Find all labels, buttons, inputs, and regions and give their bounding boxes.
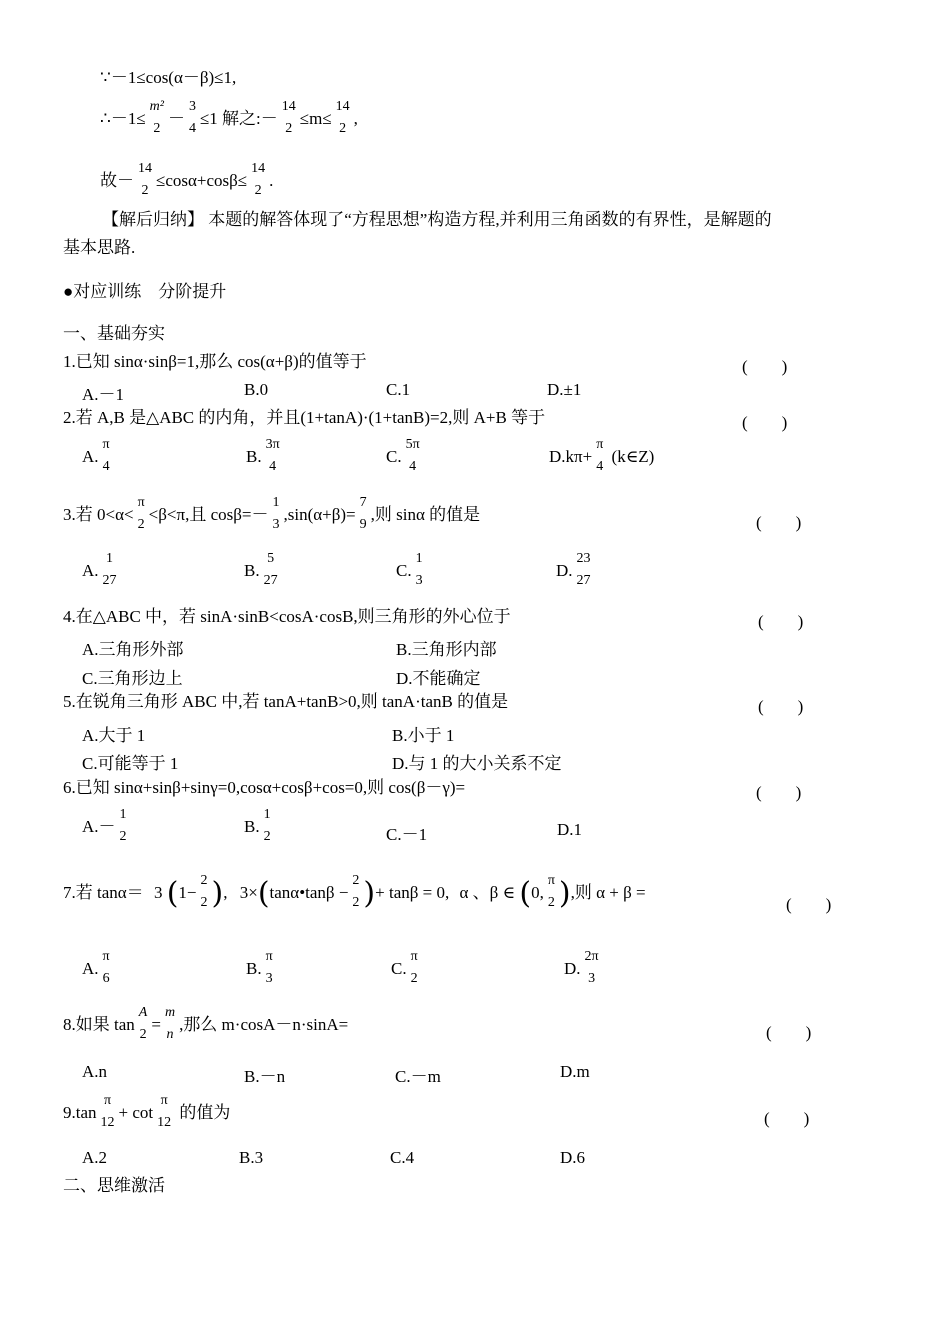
q9-option-a[interactable]: A.2 — [82, 1148, 108, 1167]
numerator: m — [164, 1005, 176, 1020]
fraction — [262, 548, 280, 592]
question-1-stem: 1.已知 sinα·sinβ=1,那么 cos(α+β)的值等于 — [63, 352, 367, 371]
denominator: 2 — [339, 121, 347, 136]
text: 0, — [531, 882, 544, 902]
q2-option-b[interactable] — [246, 436, 284, 480]
denominator: 2 — [139, 1027, 147, 1042]
option-label: B. — [246, 958, 262, 978]
text: ≤cosα+cosβ≤ — [156, 170, 248, 190]
option-label: D.kπ+ — [549, 446, 593, 466]
answer-blank[interactable]: ( ) — [764, 1109, 810, 1128]
section-header: ●对应训练 分阶提升 — [63, 282, 227, 301]
denominator: 2 — [141, 183, 149, 198]
denominator: 2 — [254, 183, 262, 198]
q2-option-d[interactable] — [549, 436, 654, 480]
answer-blank[interactable]: ( ) — [766, 1023, 812, 1042]
numerator: 14 — [281, 99, 296, 114]
q1-option-c[interactable]: C.1 — [386, 380, 411, 399]
answer-blank[interactable]: ( ) — [758, 697, 804, 716]
q4-option-c[interactable]: C.三角形边上 — [82, 669, 183, 688]
fraction — [163, 1002, 177, 1046]
denominator: 9 — [359, 517, 367, 532]
fraction — [137, 1002, 150, 1046]
question-8-stem — [63, 1004, 348, 1048]
text: <β<π,且 cosβ=－ — [148, 504, 269, 524]
numerator: π — [265, 949, 273, 964]
numerator: 7 — [359, 495, 367, 510]
summary-text: 本题的解答体现了“方程思想”构造方程,并利用三角函数的有界性，是解题的 — [204, 210, 772, 229]
numerator: π — [102, 949, 110, 964]
text: ≤1 解之:－ — [199, 108, 278, 128]
text: = — [151, 1014, 161, 1034]
fraction — [101, 434, 112, 478]
left-paren: ( — [166, 876, 179, 911]
denominator: 27 — [102, 573, 117, 588]
text: 3.若 0<α< — [63, 504, 134, 524]
numerator: 2 — [200, 873, 208, 888]
text: ,则 α + β = — [570, 882, 646, 902]
fraction — [148, 96, 166, 140]
question-7-stem — [63, 872, 646, 916]
numerator: 3π — [265, 437, 280, 452]
q5-option-c[interactable]: C.可能等于 1 — [82, 754, 179, 773]
numerator: 2π — [584, 949, 599, 964]
fraction — [264, 434, 282, 478]
left-paren: ( — [257, 876, 270, 911]
question-6-stem: 6.已知 sinα+sinβ+sinγ=0,cosα+cosβ+cos=0,则 cos(β－γ)= — [63, 778, 466, 797]
option-label: A. — [82, 560, 99, 580]
q9-option-c[interactable]: C.4 — [390, 1148, 415, 1167]
q7-option-c[interactable] — [391, 948, 422, 992]
text: 故－ — [100, 170, 134, 190]
option-label: C. — [386, 446, 402, 466]
numerator: π — [103, 1093, 112, 1108]
answer-blank[interactable]: ( ) — [742, 413, 788, 432]
text: tanα•tanβ − — [269, 882, 349, 902]
fraction — [136, 158, 154, 202]
option-label: C. — [391, 958, 407, 978]
q8-option-c[interactable]: C.－m — [395, 1067, 441, 1086]
text: ,那么 m·cosA－n·sinA= — [179, 1014, 349, 1034]
denominator: 3 — [415, 573, 423, 588]
question-5-stem: 5.在锐角三角形 ABC 中,若 tanA+tanB>0,则 tanA·tanB 的值是 — [63, 692, 509, 711]
q6-option-c[interactable]: C.－1 — [386, 825, 428, 844]
option-label: B. — [246, 446, 262, 466]
denominator: 2 — [410, 971, 418, 986]
fraction — [155, 1090, 173, 1134]
denominator: 2 — [200, 895, 208, 910]
right-paren: ) — [558, 876, 571, 911]
option-label: B. — [244, 816, 260, 836]
fraction — [99, 1090, 117, 1134]
q8-option-b[interactable]: B.－n — [244, 1067, 286, 1086]
q5-option-b[interactable]: B.小于 1 — [392, 726, 455, 745]
denominator: 2 — [153, 121, 161, 136]
fraction — [350, 870, 361, 914]
denominator: 27 — [263, 573, 278, 588]
q3-option-a[interactable] — [82, 550, 121, 594]
text: α 、β ∈ — [459, 882, 516, 902]
text: ,sin(α+β)= — [283, 504, 356, 524]
solution-line-1: ∵－1≤cos(α－β)≤1, — [100, 68, 237, 87]
fraction — [199, 870, 210, 914]
question-2-stem: 2.若 A,B 是△ABC 的内角，并且(1+tanA)·(1+tanB)=2,则 A+B 等于 — [63, 408, 546, 427]
summary-line-2: 基本思路. — [63, 238, 136, 257]
denominator: 2 — [547, 895, 555, 910]
q3-option-c[interactable] — [396, 550, 427, 594]
fraction — [583, 946, 601, 990]
text: － — [167, 108, 185, 128]
q5-option-d[interactable]: D.与 1 的大小关系不定 — [392, 754, 562, 773]
fraction — [262, 804, 273, 848]
numerator: 1 — [119, 807, 127, 822]
q6-option-a[interactable] — [82, 806, 131, 850]
numerator: π — [102, 437, 110, 452]
denominator: 6 — [102, 971, 110, 986]
denominator: 4 — [596, 459, 604, 474]
q4-option-d[interactable]: D.不能确定 — [396, 669, 481, 688]
answer-blank[interactable]: ( ) — [756, 513, 802, 532]
solution-line-3 — [100, 160, 273, 204]
denominator: 2 — [119, 829, 127, 844]
part1-title: 一、基础夯实 — [63, 324, 165, 343]
text: 8.如果 tan — [63, 1014, 135, 1034]
q4-option-b[interactable]: B.三角形内部 — [396, 640, 497, 659]
fraction — [334, 96, 352, 140]
fraction — [404, 434, 422, 478]
denominator: 4 — [409, 459, 417, 474]
text: 9.tan — [63, 1102, 97, 1122]
q7-option-d[interactable] — [564, 948, 603, 992]
denominator: 27 — [576, 573, 591, 588]
denominator: 4 — [269, 459, 277, 474]
option-label: D. — [556, 560, 573, 580]
fraction — [546, 870, 557, 914]
numerator: π — [160, 1093, 168, 1108]
q3-option-b[interactable] — [244, 550, 282, 594]
text: 3× — [239, 882, 258, 902]
denominator: 12 — [157, 1115, 172, 1130]
option-label: A. — [82, 446, 99, 466]
option-label: D. — [564, 958, 581, 978]
text: , — [223, 882, 228, 902]
q1-option-a[interactable]: A.－1 — [82, 385, 125, 404]
fraction — [575, 548, 593, 592]
numerator: π — [547, 873, 555, 888]
right-paren: ) — [363, 876, 376, 911]
numerator: 14 — [138, 161, 152, 176]
q7-option-a[interactable] — [82, 948, 114, 992]
text: . — [269, 170, 274, 190]
denominator: 3 — [265, 971, 273, 986]
q8-option-a[interactable]: A.n — [82, 1062, 108, 1081]
q8-option-d[interactable]: D.m — [560, 1062, 590, 1081]
option-label: B. — [244, 560, 260, 580]
text: , — [353, 108, 358, 128]
denominator: 2 — [285, 121, 293, 136]
q2-option-a[interactable] — [82, 436, 114, 480]
fraction — [249, 158, 267, 202]
numerator: 2 — [352, 873, 360, 888]
right-paren: ) — [211, 876, 224, 911]
numerator: 1 — [263, 807, 271, 822]
summary-tag: 【解后归纳】 — [102, 210, 204, 229]
text: ,则 sinα 的值是 — [370, 504, 481, 524]
q4-option-a[interactable]: A.三角形外部 — [82, 640, 184, 659]
option-label: A. — [82, 958, 99, 978]
q2-option-c[interactable] — [386, 436, 424, 480]
q5-option-a[interactable]: A.大于 1 — [82, 726, 146, 745]
fraction — [101, 946, 112, 990]
option-label: A.－ — [82, 816, 116, 836]
fraction — [264, 946, 275, 990]
denominator: 2 — [137, 517, 145, 532]
q6-option-b[interactable] — [244, 806, 275, 850]
question-4-stem: 4.在△ABC 中，若 sinA·sinB<cosA·cosB,则三角形的外心位于 — [63, 607, 511, 626]
answer-blank[interactable]: ( ) — [786, 895, 832, 914]
q3-option-d[interactable] — [556, 550, 595, 594]
denominator: n — [166, 1027, 174, 1042]
fraction — [118, 804, 129, 848]
fraction — [409, 946, 420, 990]
fraction — [270, 492, 281, 536]
q9-option-b[interactable]: B.3 — [239, 1148, 264, 1167]
fraction — [358, 492, 369, 536]
numerator: 1 — [106, 551, 114, 566]
q7-option-b[interactable] — [246, 948, 277, 992]
answer-blank[interactable]: ( ) — [756, 783, 802, 802]
fraction — [101, 548, 119, 592]
numerator: 14 — [335, 99, 350, 114]
numerator: 1 — [272, 495, 280, 510]
question-9-stem — [63, 1092, 230, 1136]
numerator: m² — [149, 99, 164, 114]
fraction — [594, 434, 605, 478]
fraction — [187, 96, 198, 140]
text: 3 — [153, 882, 163, 902]
text: 1− — [178, 882, 197, 902]
denominator: 3 — [272, 517, 280, 532]
text: + tanβ = 0, — [375, 882, 450, 902]
numerator: 1 — [415, 551, 423, 566]
text: ≤m≤ — [299, 108, 332, 128]
question-3-stem — [63, 494, 480, 538]
q1-option-d[interactable]: D.±1 — [547, 380, 582, 399]
denominator: 12 — [100, 1115, 115, 1130]
denominator: 4 — [188, 121, 196, 136]
denominator: 2 — [263, 829, 271, 844]
denominator: 3 — [588, 971, 596, 986]
q9-option-d[interactable]: D.6 — [560, 1148, 586, 1167]
numerator: π — [596, 437, 604, 452]
option-label: C. — [396, 560, 412, 580]
denominator: 4 — [102, 459, 110, 474]
denominator: 2 — [352, 895, 360, 910]
left-paren: ( — [519, 876, 532, 911]
fraction — [414, 548, 425, 592]
fraction — [280, 96, 298, 140]
solution-line-2 — [100, 98, 358, 142]
text: 的值为 — [175, 1102, 231, 1122]
numerator: 5 — [267, 551, 275, 566]
text: + cot — [118, 1102, 154, 1122]
q1-option-b[interactable]: B.0 — [244, 380, 269, 399]
numerator: 14 — [251, 161, 266, 176]
numerator: π — [410, 949, 418, 964]
text: 7.若 tanα＝ — [63, 882, 144, 902]
summary-line-1 — [102, 210, 772, 230]
option-suffix: (k∈Z) — [607, 446, 655, 466]
numerator: A — [138, 1005, 148, 1020]
numerator: 5π — [405, 437, 420, 452]
numerator: 23 — [576, 551, 591, 566]
text: ∴－1≤ — [100, 108, 146, 128]
numerator: 3 — [188, 99, 196, 114]
fraction — [136, 492, 147, 536]
numerator: π — [137, 495, 145, 510]
part2-title: 二、思维激活 — [63, 1176, 165, 1195]
answer-blank[interactable]: ( ) — [742, 357, 788, 376]
answer-blank[interactable]: ( ) — [758, 612, 804, 631]
q6-option-d[interactable]: D.1 — [557, 820, 583, 839]
